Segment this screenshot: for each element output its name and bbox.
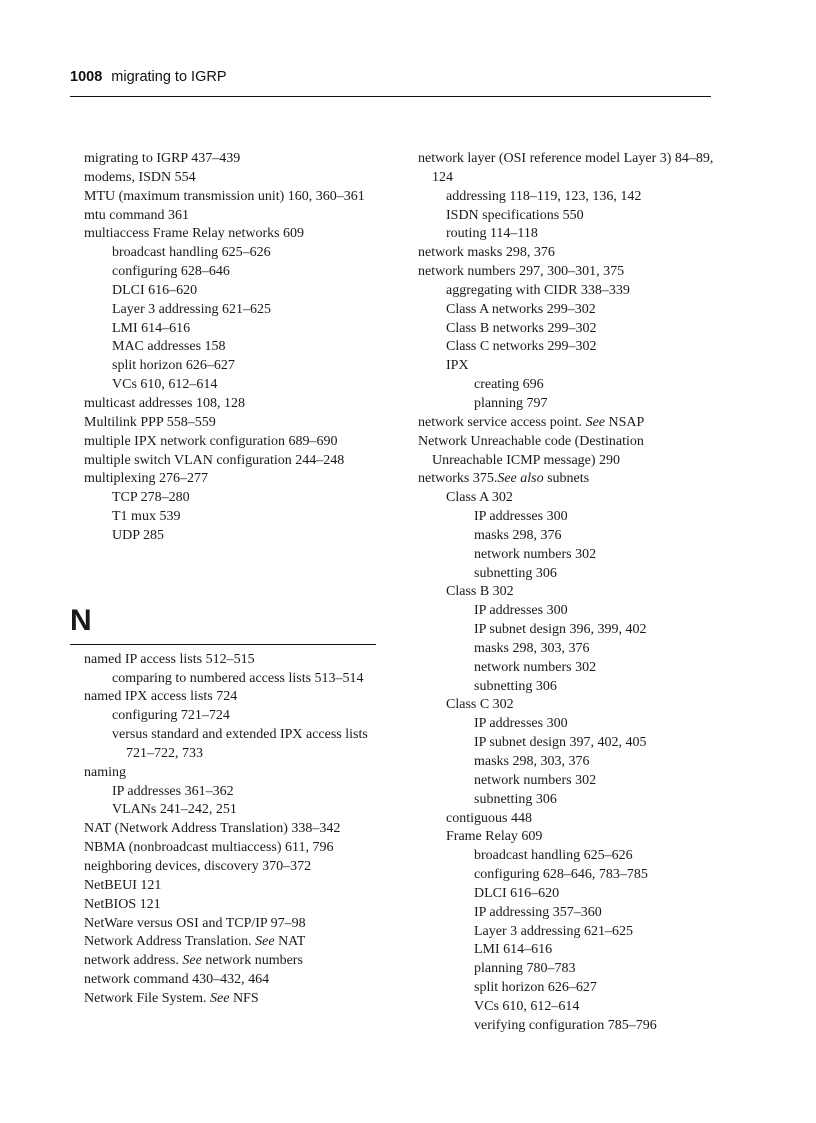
entry-text: masks 298, 303, 376 — [474, 754, 590, 769]
entry-text: named IPX access lists 724 — [84, 689, 238, 705]
entry-text: split horizon 626–627 — [474, 980, 597, 996]
index-entry — [418, 470, 718, 489]
index-entry — [84, 489, 384, 508]
entry-text: planning 780–783 — [474, 961, 576, 977]
entry-text: IP addressing 357–360 — [474, 904, 602, 920]
entry-text: multiplexing 276–277 — [84, 471, 209, 487]
index-entry — [418, 225, 718, 244]
index-entry — [418, 188, 718, 207]
index-entry — [418, 941, 718, 960]
entry-text: subnetting 306 — [474, 678, 557, 694]
index-entry — [418, 207, 718, 226]
entry-text: split horizon 626–627 — [112, 358, 235, 374]
entry-text: addressing 118–119, 123, 136, 142 — [446, 188, 642, 204]
index-entry — [418, 659, 718, 678]
entry-text: T1 mux 539 — [112, 509, 181, 525]
entry-text: network numbers 302 — [474, 546, 597, 562]
entry-text: Layer 3 addressing 621–625 — [112, 301, 272, 317]
index-entry — [84, 207, 384, 226]
entry-text: named IP access lists 512–515 — [84, 651, 255, 667]
index-entry — [418, 979, 718, 998]
section-rule — [70, 644, 376, 645]
entry-text: Class C 302 — [446, 697, 514, 713]
see-reference: See — [585, 414, 605, 430]
entry-text: multicast addresses 108, 128 — [84, 395, 245, 411]
entry-text: VLANs 241–242, 251 — [112, 802, 237, 818]
n-entries-continued — [418, 150, 718, 1036]
entry-text: modems, ISDN 554 — [84, 169, 196, 185]
running-title: migrating to IGRP — [111, 69, 227, 85]
see-reference: See — [255, 934, 275, 950]
index-entry — [418, 546, 718, 565]
n-entries — [84, 651, 384, 1009]
index-entry — [84, 470, 384, 489]
entry-text: verifying configuration 785–796 — [474, 1017, 657, 1033]
entry-text: creating 696 — [474, 377, 544, 393]
index-column-right — [418, 150, 718, 1036]
entry-text: NAT (Network Address Translation) 338–342 — [84, 821, 341, 837]
entry-text: Class B networks 299–302 — [446, 320, 597, 336]
entry-text: Layer 3 addressing 621–625 — [474, 923, 634, 939]
index-entry — [418, 640, 718, 659]
index-entry — [84, 801, 384, 820]
section-gap — [84, 546, 384, 604]
index-entry — [84, 169, 384, 188]
index-entry — [84, 707, 384, 726]
index-entry — [418, 715, 718, 734]
entry-text: NetBEUI 121 — [84, 877, 162, 893]
index-entry — [418, 508, 718, 527]
entry-text: routing 114–118 — [446, 226, 538, 242]
entry-text: configuring 628–646, 783–785 — [474, 867, 648, 883]
see-reference: See also — [497, 471, 544, 487]
entry-text: network masks 298, 376 — [418, 245, 555, 261]
entry-text: planning 797 — [474, 395, 548, 411]
index-entry — [418, 621, 718, 640]
index-entry — [84, 320, 384, 339]
running-header — [70, 69, 227, 85]
index-entry — [418, 772, 718, 791]
index-entry — [418, 169, 718, 188]
index-entry — [84, 527, 384, 546]
reference-target: network numbers — [201, 953, 303, 969]
entry-text: IP addresses 300 — [474, 603, 568, 619]
entry-text: NBMA (nonbroadcast multiaccess) 611, 796 — [84, 840, 334, 856]
entry-text: contiguous 448 — [446, 810, 532, 826]
index-entry — [418, 244, 718, 263]
index-entry — [84, 225, 384, 244]
index-entry — [84, 188, 384, 207]
entry-text: MAC addresses 158 — [112, 339, 226, 355]
entry-text: migrating to IGRP 437–439 — [84, 151, 241, 166]
index-entry — [418, 810, 718, 829]
index-entry — [418, 828, 718, 847]
entry-text: Class B 302 — [446, 584, 514, 600]
entry-text: networks 375. — [418, 471, 498, 487]
index-entry — [418, 414, 718, 433]
entry-text: multiaccess Frame Relay networks 609 — [84, 226, 305, 242]
entry-text: network command 430–432, 464 — [84, 972, 270, 988]
entry-text: broadcast handling 625–626 — [474, 848, 633, 864]
index-entry — [84, 263, 384, 282]
entry-text: mtu command 361 — [84, 207, 189, 223]
reference-target: NFS — [229, 990, 259, 1006]
entry-text: LMI 614–616 — [474, 942, 553, 958]
index-entry — [418, 282, 718, 301]
entry-text: 124 — [432, 169, 453, 185]
entry-text: Class A 302 — [446, 490, 513, 506]
index-entry — [84, 433, 384, 452]
index-entry — [84, 282, 384, 301]
index-entry — [418, 998, 718, 1017]
entry-text: Multilink PPP 558–559 — [84, 414, 216, 430]
entry-text: LMI 614–616 — [112, 320, 191, 336]
index-entry — [418, 527, 718, 546]
index-entry — [84, 896, 384, 915]
entry-text: broadcast handling 625–626 — [112, 245, 271, 261]
index-entry — [418, 452, 718, 471]
entry-text: masks 298, 376 — [474, 527, 562, 543]
index-entry — [84, 357, 384, 376]
entry-text: Class A networks 299–302 — [446, 301, 596, 317]
entry-text: naming — [84, 764, 126, 780]
index-entry — [418, 583, 718, 602]
index-entry — [84, 452, 384, 471]
index-entry — [418, 1017, 718, 1036]
entry-text: subnetting 306 — [474, 791, 557, 807]
entry-text: network numbers 302 — [474, 659, 597, 675]
index-entry — [418, 489, 718, 508]
index-entry — [418, 885, 718, 904]
see-reference: See — [210, 990, 230, 1006]
entry-text: IPX — [446, 358, 469, 374]
entry-text: ISDN specifications 550 — [446, 207, 584, 223]
index-entry — [418, 150, 718, 169]
index-entry — [418, 376, 718, 395]
entry-text: DLCI 616–620 — [474, 885, 560, 901]
reference-target: NSAP — [605, 414, 645, 430]
entry-text: NetWare versus OSI and TCP/IP 97–98 — [84, 915, 306, 931]
index-entry — [84, 745, 384, 764]
index-entry — [84, 858, 384, 877]
entry-text: NetBIOS 121 — [84, 896, 161, 912]
index-entry — [418, 565, 718, 584]
entry-text: network layer (OSI reference model Layer 3) 84–89, — [418, 151, 714, 166]
index-entry — [84, 820, 384, 839]
index-entry — [418, 602, 718, 621]
entry-text: versus standard and extended IPX access lists — [112, 727, 368, 743]
index-entry — [84, 244, 384, 263]
index-entry — [84, 338, 384, 357]
index-entry — [418, 338, 718, 357]
entry-text: multiple switch VLAN configuration 244–248 — [84, 452, 345, 468]
index-entry — [84, 990, 384, 1009]
entry-text: network service access point. — [418, 414, 586, 430]
index-entry — [84, 839, 384, 858]
entry-text: VCs 610, 612–614 — [112, 377, 218, 393]
entry-text: IP addresses 361–362 — [112, 783, 234, 799]
entry-text: IP addresses 300 — [474, 509, 568, 525]
entry-text: configuring 628–646 — [112, 264, 230, 280]
entry-text: network address. — [84, 953, 183, 969]
index-entry — [418, 263, 718, 282]
index-entry — [84, 952, 384, 971]
index-entry — [84, 301, 384, 320]
entry-text: Frame Relay 609 — [446, 829, 543, 845]
index-entry — [418, 320, 718, 339]
index-entry — [84, 150, 384, 169]
entry-text: UDP 285 — [112, 527, 164, 543]
index-entry — [418, 696, 718, 715]
entry-text: neighboring devices, discovery 370–372 — [84, 859, 312, 874]
index-entry — [418, 678, 718, 697]
index-entry — [84, 688, 384, 707]
entry-text: IP subnet design 396, 399, 402 — [474, 622, 647, 638]
entry-text: VCs 610, 612–614 — [474, 998, 580, 1014]
index-entry — [84, 670, 384, 689]
index-entry — [418, 357, 718, 376]
entry-text: MTU (maximum transmission unit) 160, 360–361 — [84, 188, 365, 204]
index-entry — [418, 395, 718, 414]
see-reference: See — [182, 953, 202, 969]
entry-text: subnetting 306 — [474, 565, 557, 581]
entry-text: Network Address Translation. — [84, 934, 256, 950]
entry-text: TCP 278–280 — [112, 490, 190, 506]
index-entry — [418, 904, 718, 923]
entry-text: IP subnet design 397, 402, 405 — [474, 735, 647, 751]
index-entry — [84, 971, 384, 990]
index-entry — [418, 433, 718, 452]
entry-text: aggregating with CIDR 338–339 — [446, 282, 630, 298]
m-entries — [84, 150, 384, 546]
entry-text: configuring 721–724 — [112, 708, 230, 724]
index-entry — [84, 915, 384, 934]
index-entry — [84, 726, 384, 745]
index-entry — [84, 651, 384, 670]
index-entry — [84, 508, 384, 527]
index-entry — [84, 933, 384, 952]
index-entry — [418, 734, 718, 753]
index-entry — [418, 847, 718, 866]
index-entry — [418, 753, 718, 772]
index-entry — [418, 923, 718, 942]
index-entry — [84, 376, 384, 395]
header-rule — [70, 96, 711, 97]
entry-text: Class C networks 299–302 — [446, 339, 597, 355]
entry-text: network numbers 302 — [474, 772, 597, 788]
entry-text: 721–722, 733 — [126, 745, 203, 761]
index-entry — [418, 866, 718, 885]
entry-text: comparing to numbered access lists 513–514 — [112, 670, 364, 686]
reference-target: NAT — [274, 934, 306, 950]
index-column-left — [70, 150, 384, 1009]
index-entry — [84, 783, 384, 802]
index-entry — [84, 764, 384, 783]
index-entry — [418, 960, 718, 979]
index-entry — [84, 395, 384, 414]
index-entry — [84, 414, 384, 433]
entry-text: multiple IPX network configuration 689–690 — [84, 433, 338, 449]
entry-text: IP addresses 300 — [474, 716, 568, 732]
index-entry — [84, 877, 384, 896]
page-number: 1008 — [70, 69, 103, 85]
reference-target: subnets — [543, 471, 590, 487]
section-letter: N — [70, 603, 92, 637]
entry-text: DLCI 616–620 — [112, 282, 198, 298]
index-entry — [418, 791, 718, 810]
entry-text: Network Unreachable code (Destination — [418, 433, 644, 449]
entry-text: masks 298, 303, 376 — [474, 640, 590, 656]
index-entry — [418, 301, 718, 320]
entry-text: network numbers 297, 300–301, 375 — [418, 264, 625, 280]
entry-text: Network File System. — [84, 990, 210, 1006]
entry-text: Unreachable ICMP message) 290 — [432, 452, 621, 468]
